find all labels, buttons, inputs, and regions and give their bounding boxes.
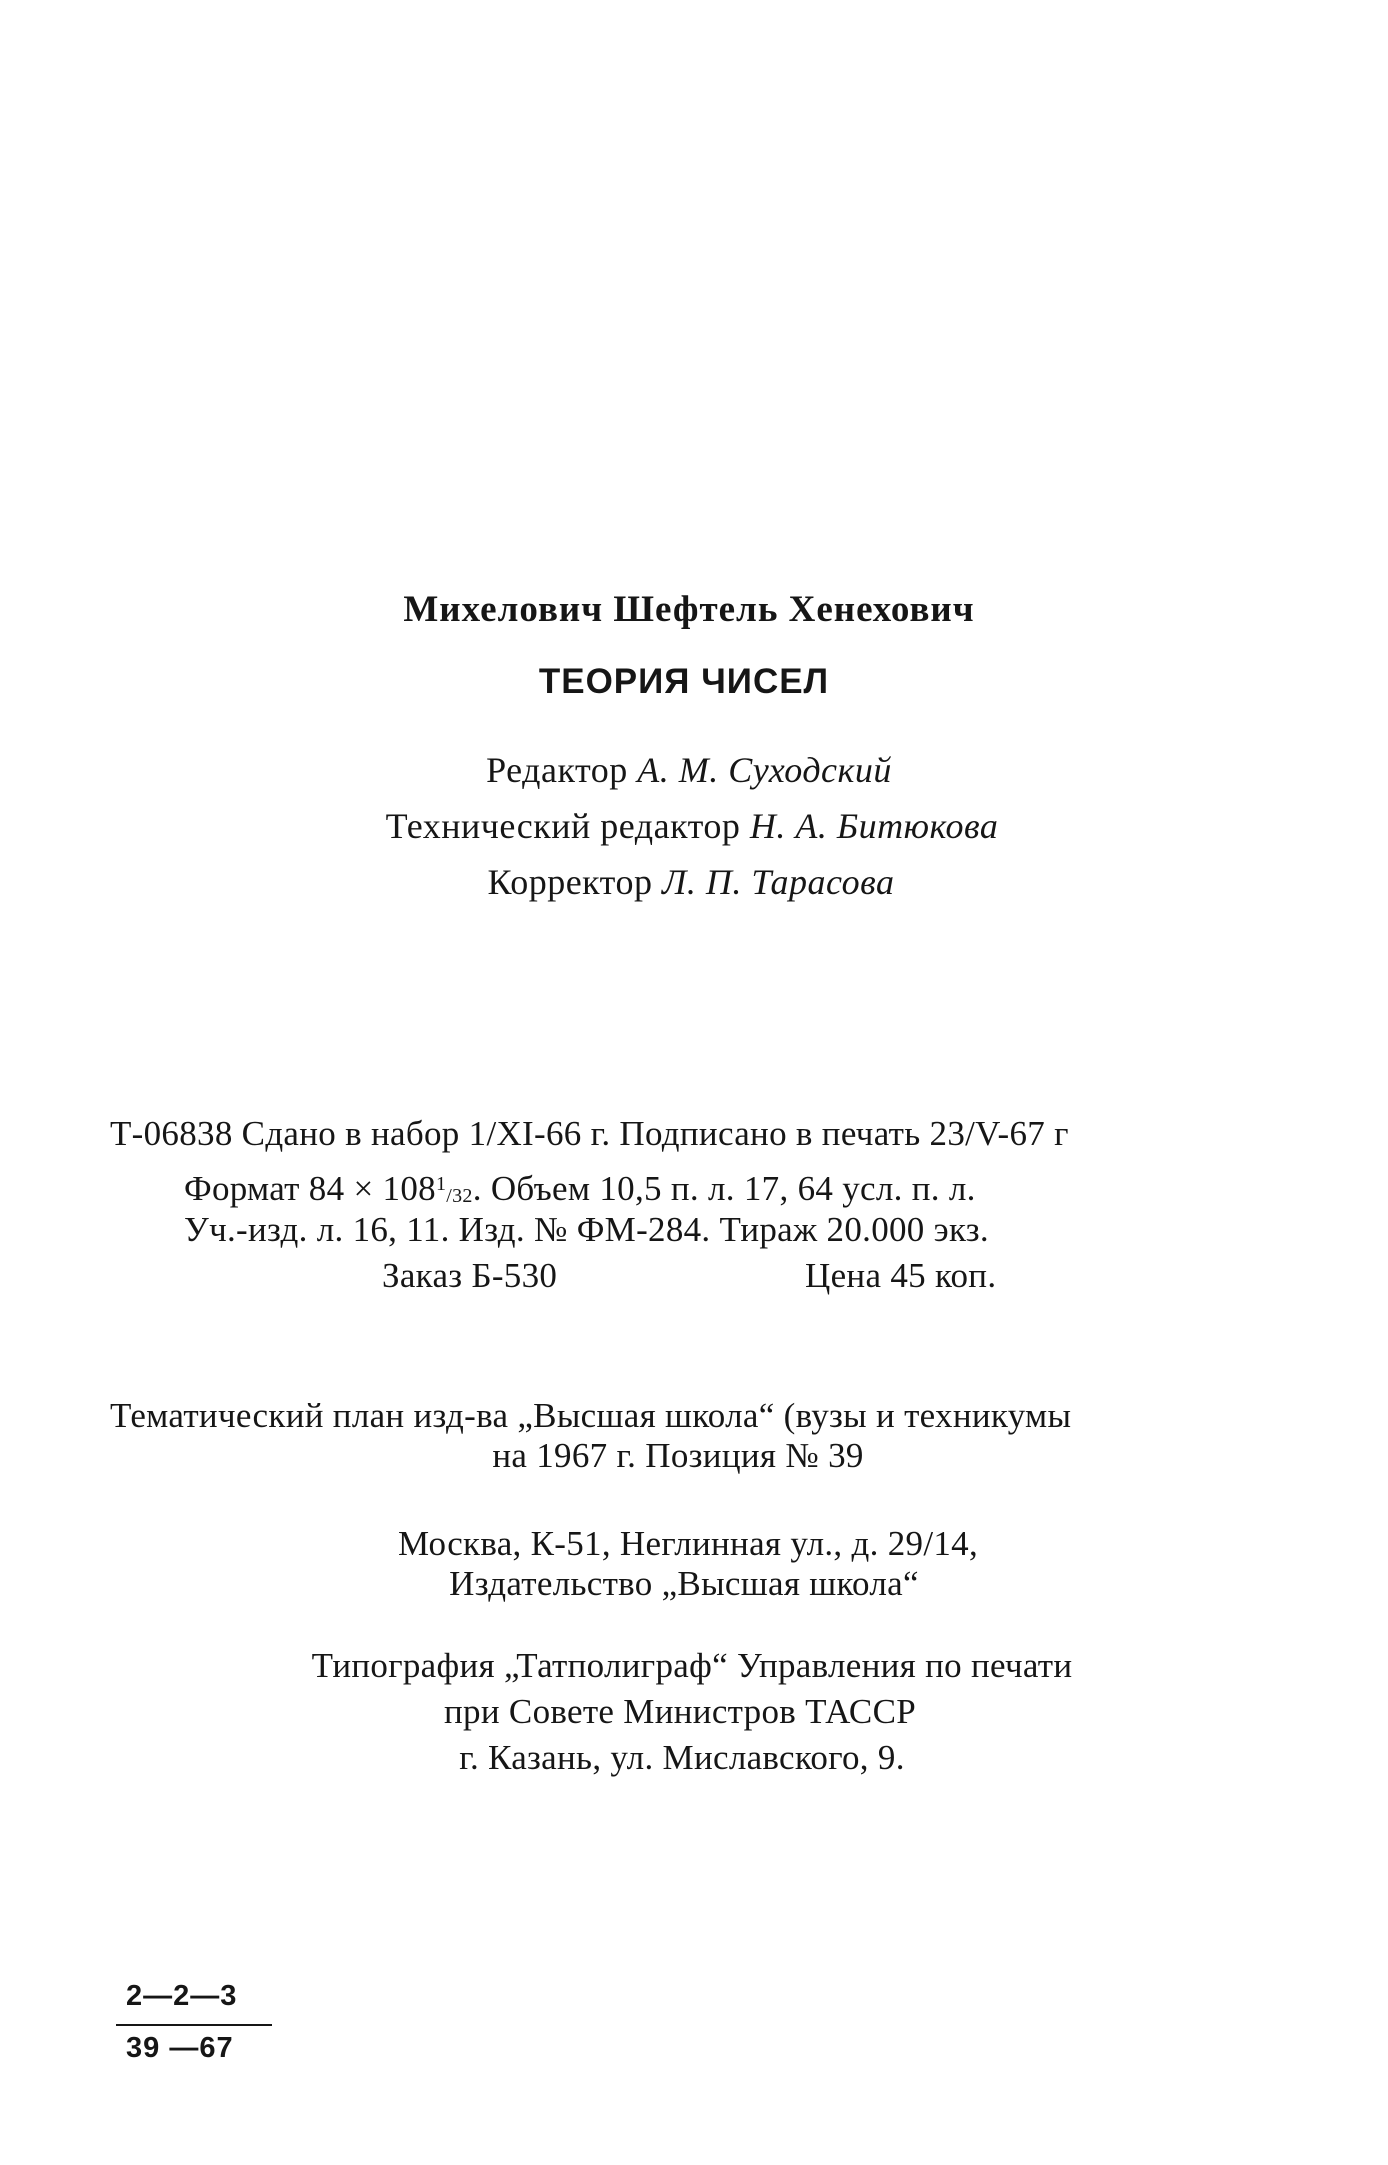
publisher-address: Москва, К-51, Неглинная ул., д. 29/14,: [397, 1524, 979, 1563]
credit-role: Корректор: [487, 862, 653, 902]
imprint-price: Цена 45 коп.: [805, 1256, 997, 1295]
format-suffix: . Объем 10,5 п. л. 17, 64 усл. п. л.: [472, 1169, 976, 1208]
printer-line-3: г. Казань, ул. Миславского, 9.: [459, 1738, 905, 1777]
plan-line-2: на 1967 г. Позиция № 39: [492, 1436, 864, 1475]
book-title: ТЕОРИЯ ЧИСЕЛ: [538, 662, 830, 701]
imprint-submission-line: Т-06838 Сдано в набор 1/XI-66 г. Подписано в печать 23/V-67 г: [110, 1114, 1069, 1153]
classification-denominator: 39 —67: [126, 2032, 234, 2064]
credit-technical-editor: [0, 804, 1386, 848]
format-prefix: Формат 84 × 108: [184, 1169, 436, 1208]
credit-person: Л. П. Тарасова: [661, 862, 895, 902]
credit-role: Редактор: [486, 750, 628, 790]
classification-numerator: 2—2—3: [126, 1980, 238, 2012]
plan-line-1: Тематический план изд-ва „Высшая школа“ (вузы и техникумы: [110, 1396, 1072, 1435]
credit-corrector: [0, 860, 1385, 904]
classification-rule: [116, 2024, 272, 2026]
publisher-name: Издательство „Высшая школа“: [449, 1564, 919, 1603]
credit-editor: [0, 748, 1383, 792]
credit-person: Н. А. Битюкова: [749, 806, 999, 846]
imprint-edition-line: Уч.-изд. л. 16, 11. Изд. № ФМ-284. Тираж 20.000 экз.: [184, 1210, 989, 1249]
format-denominator: /32: [446, 1185, 473, 1207]
format-numerator: 1: [435, 1173, 447, 1195]
printer-line-1: Типография „Татполиграф“ Управления по печати: [311, 1646, 1073, 1685]
imprint-order: Заказ Б-530: [382, 1256, 558, 1295]
author-name: Михелович Шефтель Хенехович: [403, 589, 975, 630]
credit-person: А. М. Суходский: [637, 750, 892, 790]
credit-role: Технический редактор: [385, 806, 741, 846]
printer-line-2: при Совете Министров ТАССР: [444, 1692, 916, 1731]
